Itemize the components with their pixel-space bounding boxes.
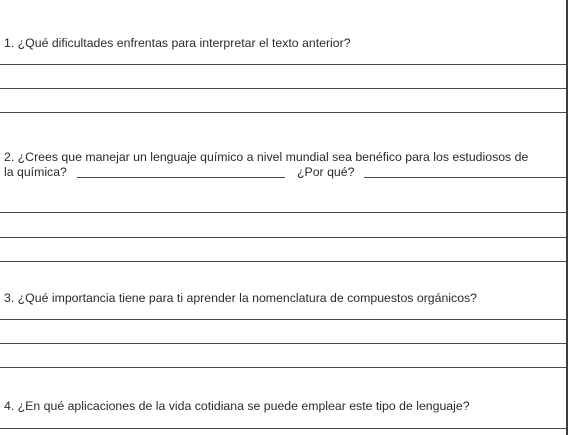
answer-line-2c[interactable] [0,261,566,262]
answer-line-3c[interactable] [0,367,566,368]
answer-blank-2a[interactable] [77,177,285,178]
question-2-text-line1: 2. ¿Crees que manejar un lenguaje químico a nivel mundial sea benéfico para los estudiosos de [4,150,529,164]
question-2-text-line2b: ¿Por qué? [297,165,355,179]
answer-line-1c[interactable] [0,112,566,113]
answer-line-2a[interactable] [0,212,566,213]
page-right-border [566,0,568,435]
answer-line-1b[interactable] [0,88,566,89]
answer-line-2b[interactable] [0,237,566,238]
answer-line-3b[interactable] [0,343,566,344]
answer-line-3a[interactable] [0,319,566,320]
answer-line-1a[interactable] [0,64,566,65]
question-1-text: 1. ¿Qué dificultades enfrentas para interpretar el texto anterior? [4,36,351,50]
question-3-text: 3. ¿Qué importancia tiene para ti aprender la nomenclatura de compuestos orgánicos? [4,291,478,305]
question-4-text: 4. ¿En qué aplicaciones de la vida cotidiana se puede emplear este tipo de lenguaje? [4,399,470,413]
question-2-text-line2a: la química? [4,165,67,179]
answer-line-4a[interactable] [0,428,566,429]
answer-blank-2b[interactable] [364,177,566,178]
